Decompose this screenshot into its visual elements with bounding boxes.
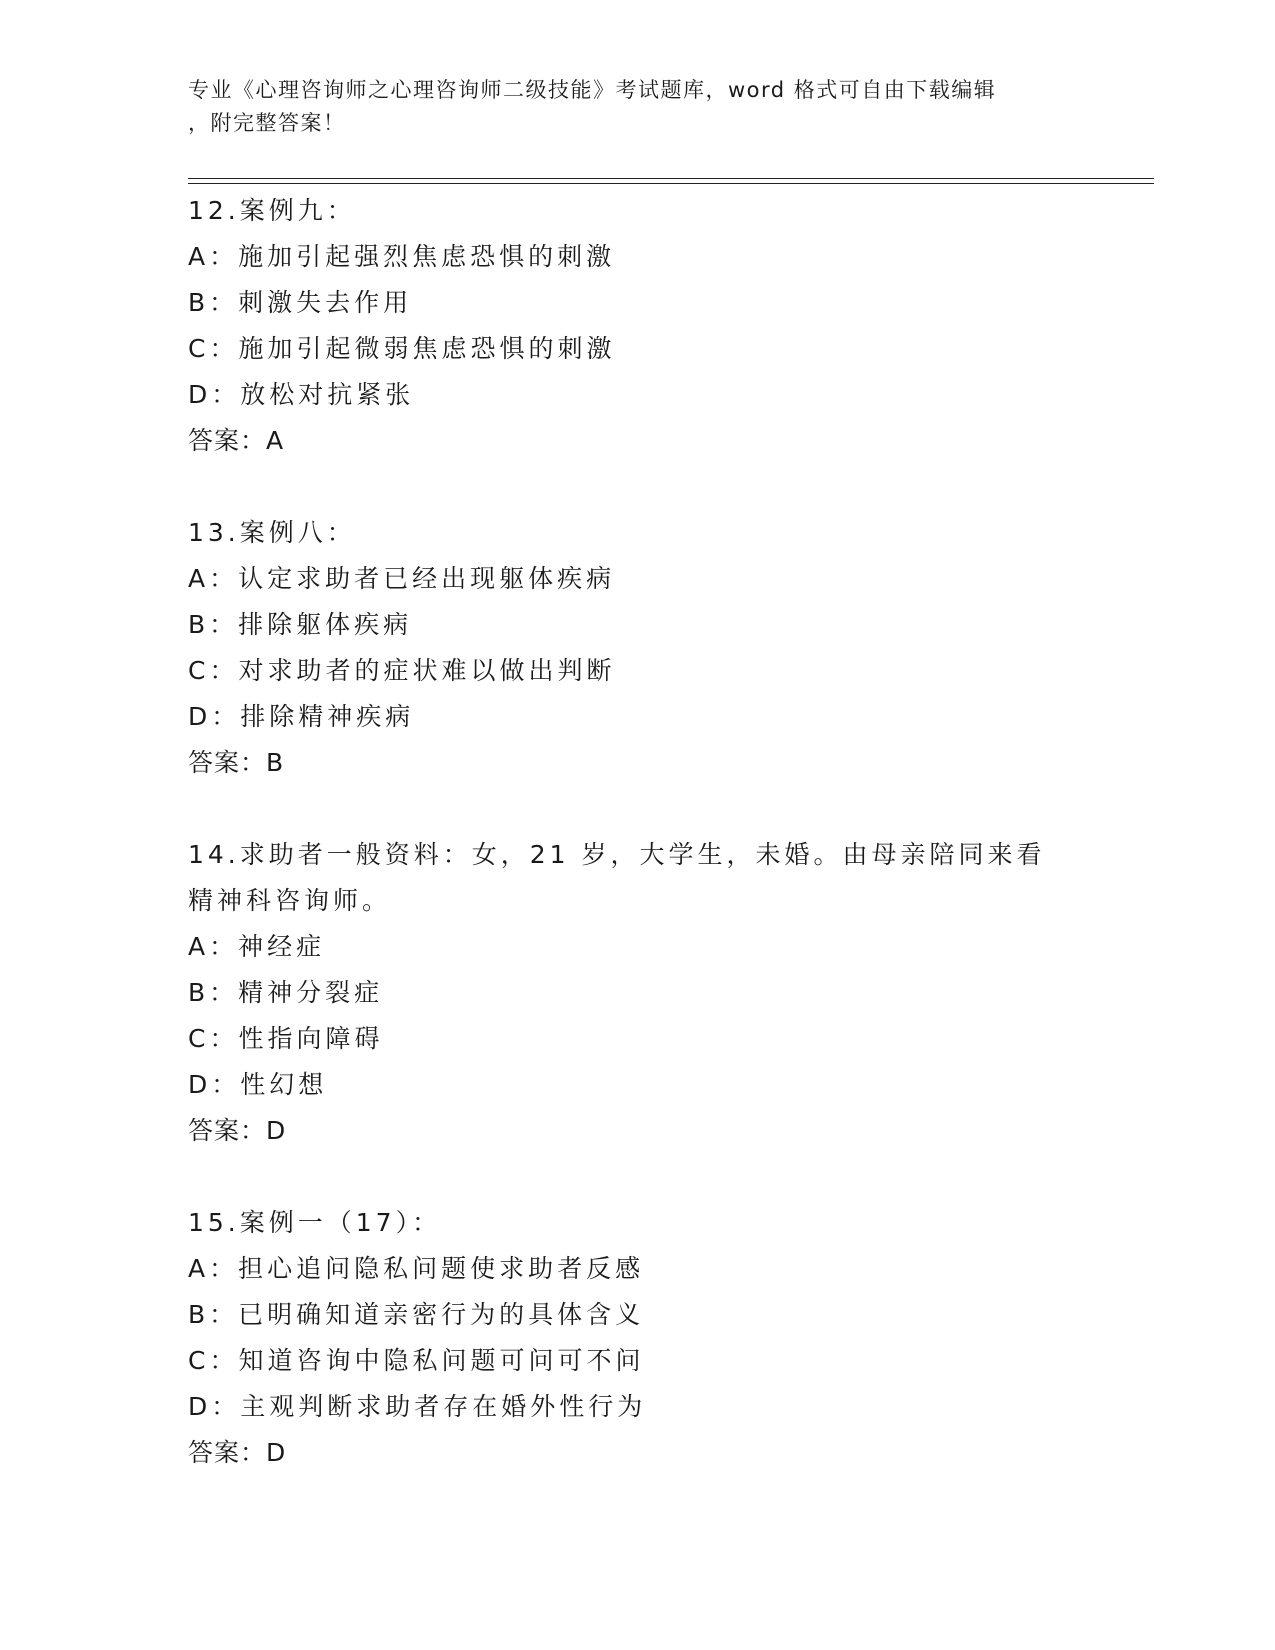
- option-a: A：神经症: [188, 932, 326, 961]
- question-item: [188, 510, 1088, 786]
- question-stem: 15.案例一（17）：: [188, 1208, 442, 1237]
- option-b: B：精神分裂症: [188, 978, 384, 1007]
- question-item: [188, 832, 1088, 1154]
- option-c: C：性指向障碍: [188, 1024, 384, 1053]
- answer-line: 答案：B: [188, 748, 285, 777]
- question-stem: 12.案例九：: [188, 196, 356, 225]
- option-a: A：认定求助者已经出现躯体疾病: [188, 564, 616, 593]
- header-line-1: 专业《心理咨询师之心理咨询师二级技能》考试题库，word 格式可自由下载编辑: [188, 78, 997, 102]
- question-item: [188, 188, 1088, 464]
- answer-line: 答案：D: [188, 1438, 287, 1467]
- option-c: C：对求助者的症状难以做出判断: [188, 656, 616, 685]
- answer-line: 答案：A: [188, 426, 285, 455]
- option-d: D：排除精神疾病: [188, 702, 415, 731]
- question-stem: 13.案例八：: [188, 518, 356, 547]
- question-list: [188, 188, 1088, 1476]
- option-b: B：刺激失去作用: [188, 288, 413, 317]
- option-b: B：已明确知道亲密行为的具体含义: [188, 1300, 645, 1329]
- question-item: [188, 1200, 1088, 1476]
- option-d: D：性幻想: [188, 1070, 328, 1099]
- answer-line: 答案：D: [188, 1116, 287, 1145]
- option-a: A：施加引起强烈焦虑恐惧的刺激: [188, 242, 616, 271]
- header-line-2: ，附完整答案！: [188, 111, 346, 135]
- document-header: [188, 74, 1088, 140]
- question-stem: 14.求助者一般资料：女，21 岁，大学生，未婚。由母亲陪同来看精神科咨询师。: [188, 840, 1046, 915]
- header-divider-bottom: [188, 183, 1154, 184]
- option-b: B：排除躯体疾病: [188, 610, 413, 639]
- option-c: C：知道咨询中隐私问题可问可不问: [188, 1346, 645, 1375]
- option-a: A：担心追问隐私问题使求助者反感: [188, 1254, 645, 1283]
- option-c: C：施加引起微弱焦虑恐惧的刺激: [188, 334, 616, 363]
- option-d: D：主观判断求助者存在婚外性行为: [188, 1392, 647, 1421]
- option-d: D：放松对抗紧张: [188, 380, 415, 409]
- header-divider-top: [188, 178, 1154, 179]
